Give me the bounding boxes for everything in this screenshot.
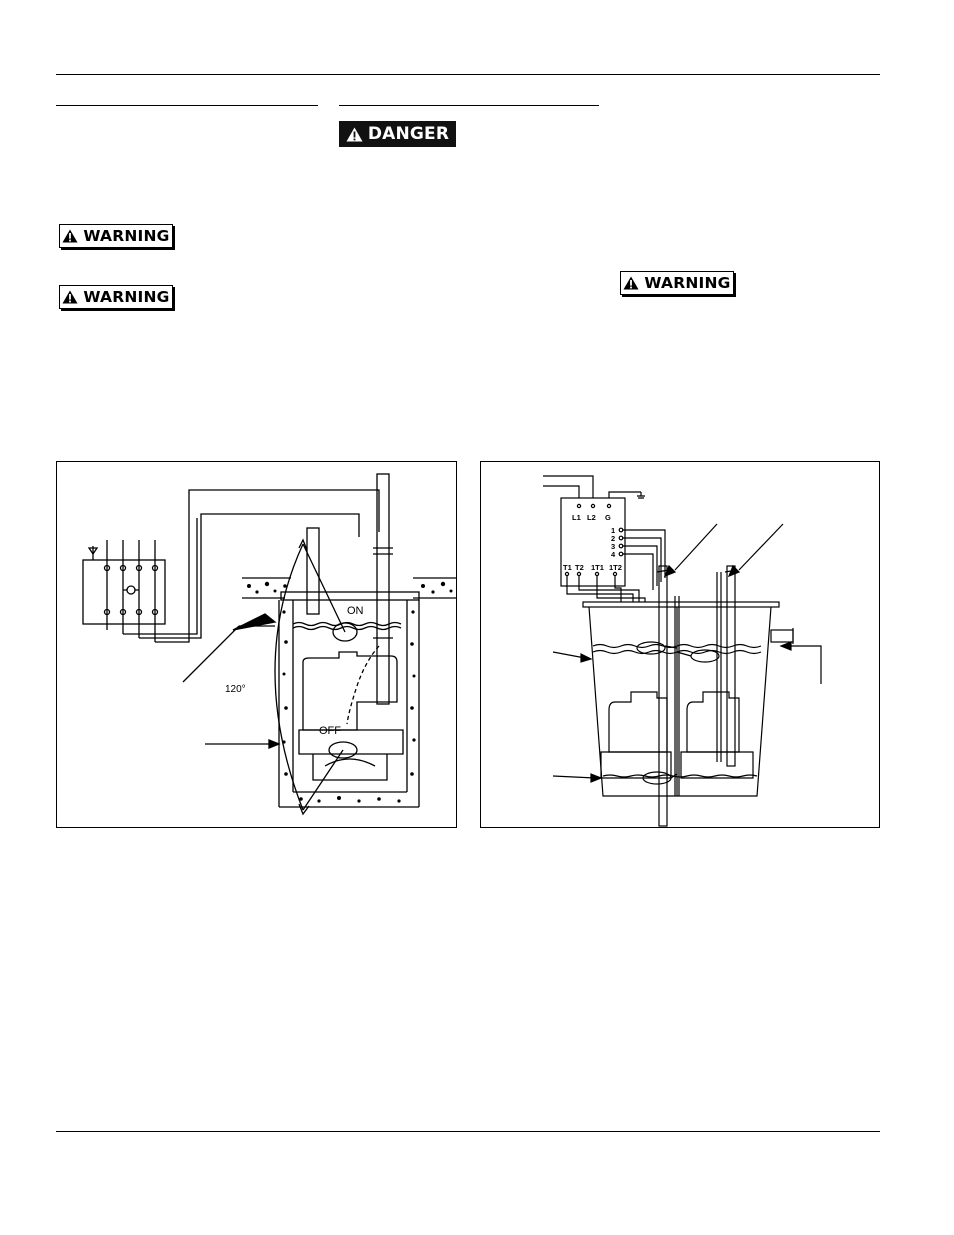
motor-terminal-1t2: 1T2: [609, 563, 622, 572]
power-terminal-l1: L1: [572, 513, 581, 522]
warning-triangle-icon: [62, 290, 78, 304]
warning-triangle-icon: [623, 276, 639, 290]
pump-2: [687, 692, 739, 752]
warning-label: WARNING: [83, 288, 170, 306]
warning-triangle-icon: [62, 229, 78, 243]
warning-triangle-icon: [346, 127, 363, 142]
float-terminal-1: 1: [611, 526, 616, 535]
power-terminal-g: G: [605, 513, 611, 522]
float-angle-label: 120°: [225, 684, 246, 695]
motor-terminal-t1: T1: [563, 563, 572, 572]
column-rule-right: [339, 105, 599, 106]
warning-label: WARNING: [644, 274, 731, 292]
column-rule-left: [56, 105, 318, 106]
float-on-label: ON: [347, 605, 364, 617]
power-terminal-l2: L2: [587, 513, 596, 522]
figure-duplex-installation: [480, 461, 880, 828]
footer-rule: [56, 1131, 880, 1132]
motor-terminal-1t1: 1T1: [591, 563, 604, 572]
warning-label: WARNING: [83, 227, 170, 245]
warning-badge-3: [620, 271, 734, 295]
warning-badge-1: [59, 224, 173, 248]
motor-terminal-t2: T2: [575, 563, 584, 572]
pump-body: [303, 652, 397, 730]
figure-simplex-installation: [56, 461, 457, 828]
duplex-installation-drawing: [481, 462, 880, 828]
float-off-label: OFF: [319, 725, 341, 737]
ground-icon: [637, 492, 645, 498]
float-terminal-4: 4: [611, 550, 616, 559]
danger-label: DANGER: [367, 124, 450, 144]
simplex-installation-drawing: [57, 462, 457, 828]
pump-1: [609, 692, 667, 752]
float-terminal-3: 3: [611, 542, 616, 551]
float-terminal-2: 2: [611, 534, 616, 543]
danger-badge: [339, 121, 456, 147]
header-rule: [56, 74, 880, 75]
warning-badge-2: [59, 285, 173, 309]
